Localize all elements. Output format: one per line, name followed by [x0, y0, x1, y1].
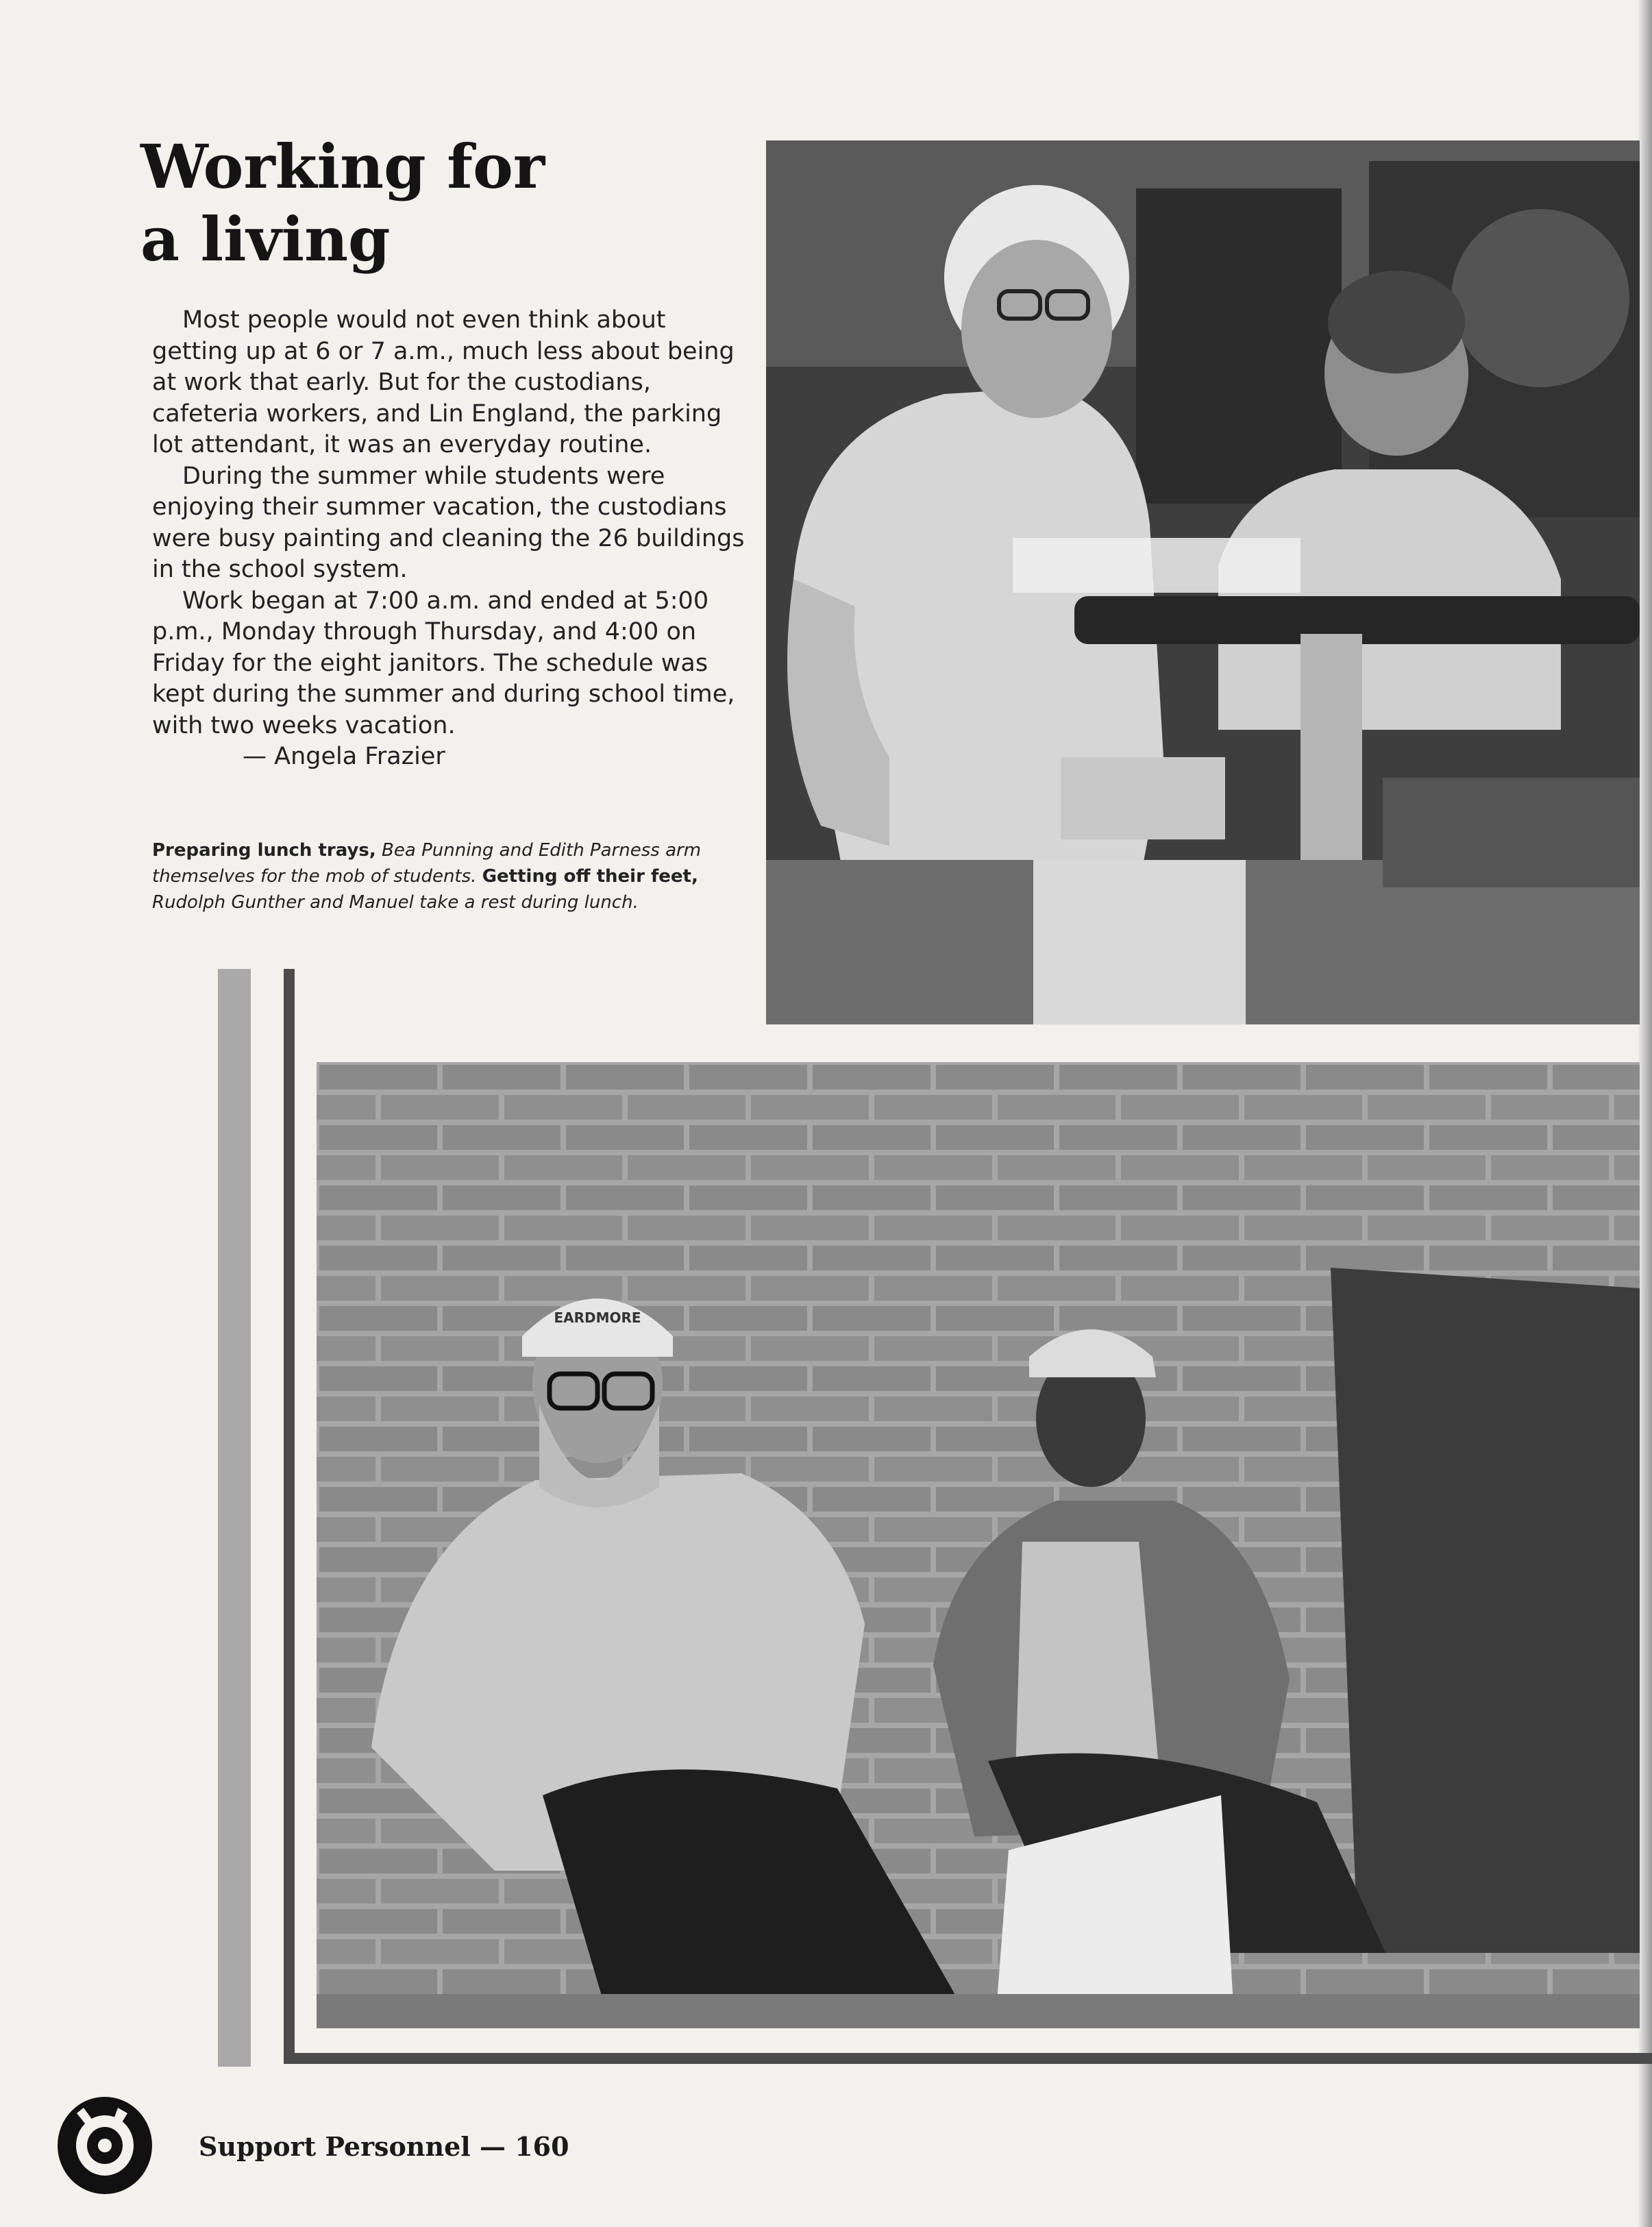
decorative-frame-horizontal — [284, 2053, 1652, 2064]
record-disc-icon — [56, 2095, 153, 2195]
caption-text-2: Rudolph Gunther and Manuel take a rest during lunch. — [152, 892, 639, 913]
cafeteria-photo-image — [766, 140, 1640, 1024]
cap-lettering: EARDMORE — [554, 1309, 641, 1326]
decorative-frame-vertical — [284, 969, 295, 2064]
article-body — [152, 305, 755, 773]
caption-lead-2: Getting off their feet, — [482, 866, 698, 887]
footer-page-number: 160 — [515, 2131, 569, 2162]
footer-dash: — — [479, 2131, 506, 2162]
paragraph-1: Most people would not even think about getting up at 6 or 7 a.m., much less about being at work that early. But for the custodians, cafeteria workers, and Lin England, the parking lot attendant, it was an everyday routine. — [152, 306, 735, 458]
title-line-2: a living — [140, 204, 391, 275]
page-footer — [199, 2131, 569, 2162]
decorative-bar-light — [218, 969, 251, 2067]
page-title — [140, 130, 757, 275]
janitors-photo-image — [317, 1062, 1640, 2028]
photo-cafeteria-workers — [766, 140, 1640, 1024]
photo-janitors-resting — [317, 1062, 1640, 2028]
title-line-1: Working for — [140, 131, 545, 202]
caption-text-1: Bea Punning and Edith Parness arm themselves for the mob of students. — [152, 840, 702, 887]
paragraph-3: Work began at 7:00 a.m. and ended at 5:00 p.m., Monday through Thursday, and 4:00 on Friday for the eight janitors. The schedule was kept during the summer and during school time, with two weeks vacation. — [152, 587, 735, 739]
paragraph-2: During the summer while students were enjoying their summer vacation, the custodians were busy painting and cleaning the 26 buildings in the school system. — [152, 462, 745, 583]
caption-lead-1: Preparing lunch trays, — [152, 840, 376, 861]
footer-section: Support Personnel — [199, 2131, 471, 2162]
byline: — Angela Frazier — [243, 743, 445, 770]
page-edge-shadow — [1638, 0, 1652, 2227]
photo-caption — [152, 837, 741, 915]
